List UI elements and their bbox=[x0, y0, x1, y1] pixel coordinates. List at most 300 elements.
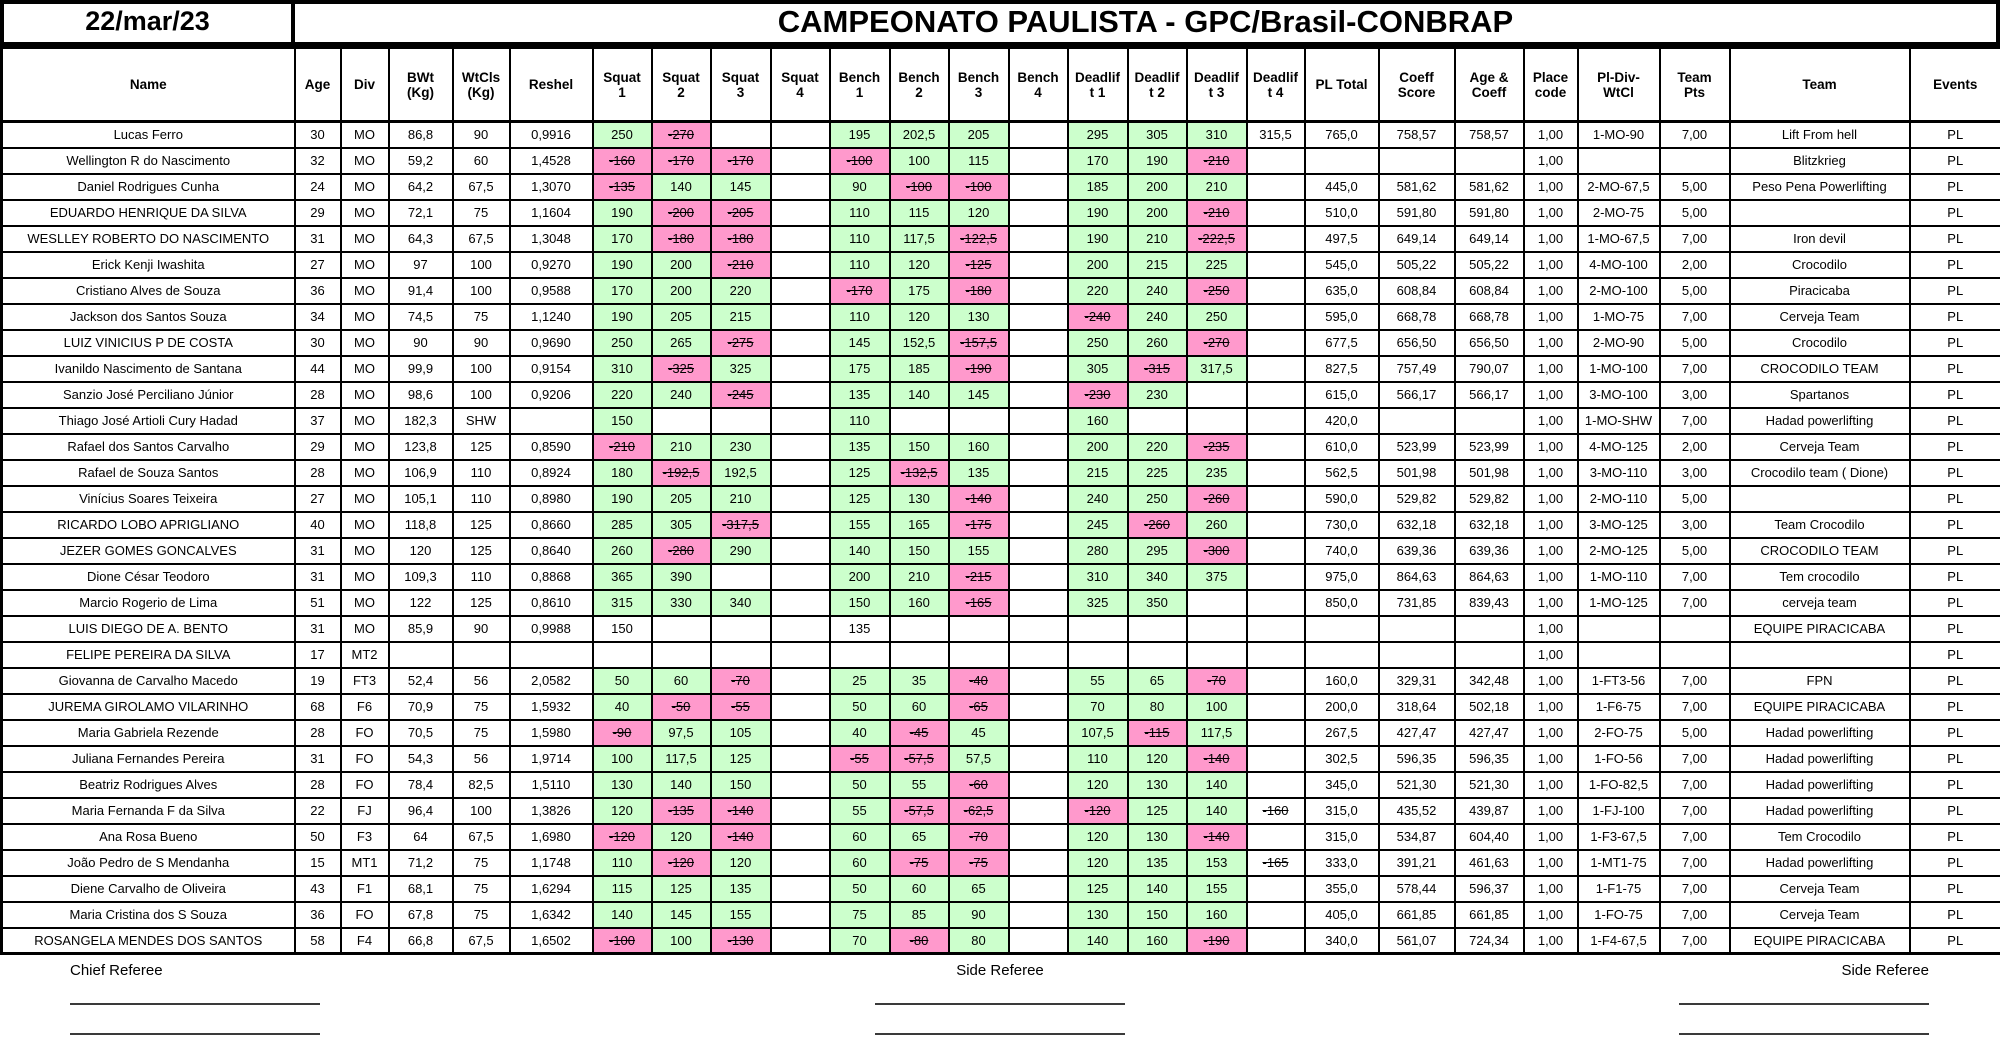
cell-place_code[interactable]: 1,00 bbox=[1524, 252, 1578, 278]
cell-squat1[interactable]: 150 bbox=[593, 616, 652, 642]
cell-bwt[interactable]: 68,1 bbox=[389, 876, 453, 902]
cell-deadlift2[interactable]: -315 bbox=[1128, 356, 1187, 382]
cell-bench1[interactable]: 90 bbox=[830, 174, 890, 200]
cell-team_pts[interactable] bbox=[1660, 616, 1730, 642]
cell-bench2[interactable]: 185 bbox=[890, 356, 949, 382]
cell-team[interactable]: Hadad powerlifting bbox=[1730, 772, 1910, 798]
cell-squat4[interactable] bbox=[771, 486, 830, 512]
cell-age[interactable]: 24 bbox=[295, 174, 341, 200]
cell-pl_div_wtcl[interactable]: 1-F4-67,5 bbox=[1578, 928, 1660, 954]
cell-deadlift2[interactable]: 130 bbox=[1128, 824, 1187, 850]
cell-bench3[interactable]: -180 bbox=[949, 278, 1009, 304]
cell-events[interactable]: PL bbox=[1910, 200, 2000, 226]
cell-bench4[interactable] bbox=[1009, 824, 1068, 850]
cell-age_coeff[interactable]: 581,62 bbox=[1455, 174, 1524, 200]
cell-div[interactable]: MO bbox=[341, 486, 389, 512]
cell-bench4[interactable] bbox=[1009, 772, 1068, 798]
cell-reshel[interactable]: 1,1240 bbox=[510, 304, 593, 330]
cell-deadlift4[interactable] bbox=[1247, 278, 1305, 304]
cell-name[interactable]: Sanzio José Perciliano Júnior bbox=[2, 382, 295, 408]
cell-pl_div_wtcl[interactable]: 2-MO-125 bbox=[1578, 538, 1660, 564]
cell-bench3[interactable]: -40 bbox=[949, 668, 1009, 694]
cell-squat3[interactable]: 210 bbox=[711, 486, 771, 512]
cell-squat4[interactable] bbox=[771, 200, 830, 226]
cell-bench4[interactable] bbox=[1009, 512, 1068, 538]
cell-age[interactable]: 31 bbox=[295, 564, 341, 590]
cell-events[interactable]: PL bbox=[1910, 902, 2000, 928]
cell-bench4[interactable] bbox=[1009, 382, 1068, 408]
cell-div[interactable]: MO bbox=[341, 174, 389, 200]
cell-bench4[interactable] bbox=[1009, 434, 1068, 460]
cell-bench2[interactable]: -57,5 bbox=[890, 798, 949, 824]
cell-age[interactable]: 34 bbox=[295, 304, 341, 330]
cell-bench2[interactable]: 165 bbox=[890, 512, 949, 538]
cell-div[interactable]: MO bbox=[341, 616, 389, 642]
cell-team[interactable]: Hadad powerlifting bbox=[1730, 720, 1910, 746]
cell-squat2[interactable]: 200 bbox=[652, 252, 711, 278]
cell-squat2[interactable]: -135 bbox=[652, 798, 711, 824]
cell-bwt[interactable]: 123,8 bbox=[389, 434, 453, 460]
cell-div[interactable]: MO bbox=[341, 408, 389, 434]
cell-coeff_score[interactable]: 581,62 bbox=[1379, 174, 1455, 200]
cell-bench3[interactable]: -75 bbox=[949, 850, 1009, 876]
cell-pl_total[interactable]: 355,0 bbox=[1305, 876, 1379, 902]
cell-deadlift4[interactable]: 315,5 bbox=[1247, 122, 1305, 148]
cell-deadlift3[interactable]: -260 bbox=[1187, 486, 1247, 512]
cell-div[interactable]: FO bbox=[341, 772, 389, 798]
cell-deadlift1[interactable]: 170 bbox=[1068, 148, 1128, 174]
cell-deadlift3[interactable]: -140 bbox=[1187, 824, 1247, 850]
cell-bench1[interactable]: 145 bbox=[830, 330, 890, 356]
cell-div[interactable]: MO bbox=[341, 200, 389, 226]
cell-bench4[interactable] bbox=[1009, 668, 1068, 694]
cell-reshel[interactable]: 1,3826 bbox=[510, 798, 593, 824]
cell-bwt[interactable]: 70,5 bbox=[389, 720, 453, 746]
cell-age_coeff[interactable]: 668,78 bbox=[1455, 304, 1524, 330]
cell-team_pts[interactable]: 3,00 bbox=[1660, 460, 1730, 486]
cell-squat2[interactable]: 100 bbox=[652, 928, 711, 954]
cell-deadlift4[interactable] bbox=[1247, 252, 1305, 278]
cell-bench4[interactable] bbox=[1009, 616, 1068, 642]
cell-pl_total[interactable] bbox=[1305, 642, 1379, 668]
cell-coeff_score[interactable]: 758,57 bbox=[1379, 122, 1455, 148]
cell-age[interactable]: 31 bbox=[295, 538, 341, 564]
cell-team_pts[interactable] bbox=[1660, 148, 1730, 174]
cell-age_coeff[interactable]: 427,47 bbox=[1455, 720, 1524, 746]
cell-age_coeff[interactable]: 661,85 bbox=[1455, 902, 1524, 928]
cell-bench4[interactable] bbox=[1009, 928, 1068, 954]
cell-deadlift4[interactable] bbox=[1247, 460, 1305, 486]
cell-squat1[interactable]: 310 bbox=[593, 356, 652, 382]
cell-team[interactable]: Crocodilo bbox=[1730, 330, 1910, 356]
cell-wtcls[interactable]: 90 bbox=[453, 122, 510, 148]
cell-team[interactable]: EQUIPE PIRACICABA bbox=[1730, 616, 1910, 642]
cell-div[interactable]: FO bbox=[341, 902, 389, 928]
cell-name[interactable]: Maria Fernanda F da Silva bbox=[2, 798, 295, 824]
cell-deadlift1[interactable]: 200 bbox=[1068, 434, 1128, 460]
cell-squat1[interactable]: 110 bbox=[593, 850, 652, 876]
cell-coeff_score[interactable]: 566,17 bbox=[1379, 382, 1455, 408]
cell-age_coeff[interactable]: 790,07 bbox=[1455, 356, 1524, 382]
cell-deadlift2[interactable]: 215 bbox=[1128, 252, 1187, 278]
cell-div[interactable]: MO bbox=[341, 382, 389, 408]
cell-team[interactable]: Peso Pena Powerlifting bbox=[1730, 174, 1910, 200]
cell-deadlift2[interactable]: 190 bbox=[1128, 148, 1187, 174]
cell-squat1[interactable]: 170 bbox=[593, 226, 652, 252]
cell-bwt[interactable]: 109,3 bbox=[389, 564, 453, 590]
cell-bench3[interactable]: 65 bbox=[949, 876, 1009, 902]
cell-events[interactable]: PL bbox=[1910, 668, 2000, 694]
cell-pl_total[interactable]: 340,0 bbox=[1305, 928, 1379, 954]
cell-squat2[interactable]: 117,5 bbox=[652, 746, 711, 772]
cell-pl_total[interactable]: 345,0 bbox=[1305, 772, 1379, 798]
cell-pl_total[interactable]: 160,0 bbox=[1305, 668, 1379, 694]
cell-coeff_score[interactable]: 529,82 bbox=[1379, 486, 1455, 512]
cell-age[interactable]: 29 bbox=[295, 434, 341, 460]
cell-bench1[interactable]: -55 bbox=[830, 746, 890, 772]
cell-squat1[interactable]: 120 bbox=[593, 798, 652, 824]
cell-age[interactable]: 30 bbox=[295, 122, 341, 148]
cell-bench3[interactable]: 155 bbox=[949, 538, 1009, 564]
cell-reshel[interactable]: 0,8868 bbox=[510, 564, 593, 590]
cell-bench2[interactable]: 115 bbox=[890, 200, 949, 226]
cell-bench1[interactable]: 125 bbox=[830, 460, 890, 486]
cell-deadlift4[interactable] bbox=[1247, 746, 1305, 772]
cell-age_coeff[interactable]: 632,18 bbox=[1455, 512, 1524, 538]
cell-bwt[interactable]: 99,9 bbox=[389, 356, 453, 382]
cell-deadlift2[interactable]: 230 bbox=[1128, 382, 1187, 408]
cell-deadlift2[interactable]: 65 bbox=[1128, 668, 1187, 694]
cell-deadlift1[interactable]: 185 bbox=[1068, 174, 1128, 200]
cell-events[interactable]: PL bbox=[1910, 928, 2000, 954]
cell-squat2[interactable]: -180 bbox=[652, 226, 711, 252]
cell-team[interactable]: Cerveja Team bbox=[1730, 304, 1910, 330]
column-header-squat3[interactable]: Squat 3 bbox=[711, 48, 771, 122]
cell-bench2[interactable]: 130 bbox=[890, 486, 949, 512]
cell-deadlift4[interactable] bbox=[1247, 642, 1305, 668]
cell-place_code[interactable]: 1,00 bbox=[1524, 512, 1578, 538]
cell-events[interactable]: PL bbox=[1910, 590, 2000, 616]
cell-bwt[interactable]: 72,1 bbox=[389, 200, 453, 226]
cell-pl_total[interactable]: 420,0 bbox=[1305, 408, 1379, 434]
cell-deadlift1[interactable]: 305 bbox=[1068, 356, 1128, 382]
cell-squat2[interactable]: -170 bbox=[652, 148, 711, 174]
cell-deadlift3[interactable]: 210 bbox=[1187, 174, 1247, 200]
cell-bwt[interactable]: 98,6 bbox=[389, 382, 453, 408]
cell-reshel[interactable]: 0,8980 bbox=[510, 486, 593, 512]
cell-age[interactable]: 43 bbox=[295, 876, 341, 902]
cell-bench4[interactable] bbox=[1009, 278, 1068, 304]
cell-name[interactable]: FELIPE PEREIRA DA SILVA bbox=[2, 642, 295, 668]
cell-name[interactable]: Diene Carvalho de Oliveira bbox=[2, 876, 295, 902]
cell-deadlift2[interactable]: 350 bbox=[1128, 590, 1187, 616]
cell-squat4[interactable] bbox=[771, 824, 830, 850]
cell-events[interactable]: PL bbox=[1910, 356, 2000, 382]
cell-place_code[interactable]: 1,00 bbox=[1524, 694, 1578, 720]
cell-bwt[interactable]: 54,3 bbox=[389, 746, 453, 772]
cell-squat3[interactable]: -275 bbox=[711, 330, 771, 356]
cell-squat3[interactable]: 290 bbox=[711, 538, 771, 564]
cell-deadlift4[interactable] bbox=[1247, 538, 1305, 564]
cell-bench1[interactable]: 195 bbox=[830, 122, 890, 148]
cell-squat3[interactable]: -130 bbox=[711, 928, 771, 954]
cell-bwt[interactable]: 120 bbox=[389, 538, 453, 564]
cell-pl_total[interactable]: 595,0 bbox=[1305, 304, 1379, 330]
cell-reshel[interactable]: 0,9588 bbox=[510, 278, 593, 304]
cell-bench2[interactable] bbox=[890, 642, 949, 668]
cell-deadlift3[interactable]: 250 bbox=[1187, 304, 1247, 330]
cell-squat2[interactable]: -192,5 bbox=[652, 460, 711, 486]
cell-bwt[interactable]: 64,2 bbox=[389, 174, 453, 200]
cell-bwt[interactable]: 96,4 bbox=[389, 798, 453, 824]
cell-pl_total[interactable]: 740,0 bbox=[1305, 538, 1379, 564]
cell-team_pts[interactable]: 3,00 bbox=[1660, 512, 1730, 538]
cell-place_code[interactable]: 1,00 bbox=[1524, 122, 1578, 148]
cell-deadlift3[interactable]: -210 bbox=[1187, 148, 1247, 174]
cell-squat1[interactable]: 50 bbox=[593, 668, 652, 694]
cell-bench2[interactable]: -75 bbox=[890, 850, 949, 876]
cell-squat1[interactable]: 315 bbox=[593, 590, 652, 616]
cell-deadlift4[interactable]: -160 bbox=[1247, 798, 1305, 824]
cell-reshel[interactable]: 0,8610 bbox=[510, 590, 593, 616]
cell-div[interactable]: F4 bbox=[341, 928, 389, 954]
cell-age[interactable]: 44 bbox=[295, 356, 341, 382]
cell-deadlift3[interactable]: -210 bbox=[1187, 200, 1247, 226]
cell-deadlift3[interactable] bbox=[1187, 382, 1247, 408]
column-header-place_code[interactable]: Place code bbox=[1524, 48, 1578, 122]
cell-events[interactable]: PL bbox=[1910, 174, 2000, 200]
cell-bench4[interactable] bbox=[1009, 746, 1068, 772]
cell-bench4[interactable] bbox=[1009, 460, 1068, 486]
cell-place_code[interactable]: 1,00 bbox=[1524, 278, 1578, 304]
cell-place_code[interactable]: 1,00 bbox=[1524, 356, 1578, 382]
cell-team_pts[interactable]: 7,00 bbox=[1660, 304, 1730, 330]
cell-bench3[interactable]: -125 bbox=[949, 252, 1009, 278]
cell-pl_div_wtcl[interactable]: 1-MO-90 bbox=[1578, 122, 1660, 148]
cell-deadlift1[interactable]: 140 bbox=[1068, 928, 1128, 954]
cell-reshel[interactable]: 0,9270 bbox=[510, 252, 593, 278]
cell-bwt[interactable]: 71,2 bbox=[389, 850, 453, 876]
cell-deadlift2[interactable]: -115 bbox=[1128, 720, 1187, 746]
cell-pl_total[interactable]: 827,5 bbox=[1305, 356, 1379, 382]
cell-div[interactable]: FO bbox=[341, 746, 389, 772]
cell-deadlift3[interactable]: 140 bbox=[1187, 798, 1247, 824]
cell-coeff_score[interactable] bbox=[1379, 148, 1455, 174]
cell-pl_total[interactable]: 590,0 bbox=[1305, 486, 1379, 512]
cell-team[interactable]: EQUIPE PIRACICABA bbox=[1730, 928, 1910, 954]
cell-coeff_score[interactable]: 391,21 bbox=[1379, 850, 1455, 876]
cell-age_coeff[interactable]: 505,22 bbox=[1455, 252, 1524, 278]
cell-div[interactable]: F1 bbox=[341, 876, 389, 902]
cell-deadlift3[interactable]: 140 bbox=[1187, 772, 1247, 798]
cell-reshel[interactable]: 1,6980 bbox=[510, 824, 593, 850]
cell-reshel[interactable]: 1,5932 bbox=[510, 694, 593, 720]
cell-squat4[interactable] bbox=[771, 616, 830, 642]
cell-pl_total[interactable]: 850,0 bbox=[1305, 590, 1379, 616]
cell-reshel[interactable]: 1,1748 bbox=[510, 850, 593, 876]
cell-squat1[interactable]: 220 bbox=[593, 382, 652, 408]
cell-bench1[interactable]: 50 bbox=[830, 694, 890, 720]
cell-wtcls[interactable] bbox=[453, 642, 510, 668]
cell-squat4[interactable] bbox=[771, 512, 830, 538]
cell-wtcls[interactable]: 67,5 bbox=[453, 928, 510, 954]
cell-events[interactable]: PL bbox=[1910, 148, 2000, 174]
cell-reshel[interactable]: 0,8590 bbox=[510, 434, 593, 460]
cell-age_coeff[interactable]: 649,14 bbox=[1455, 226, 1524, 252]
cell-wtcls[interactable]: 75 bbox=[453, 876, 510, 902]
cell-events[interactable]: PL bbox=[1910, 564, 2000, 590]
cell-team[interactable]: CROCODILO TEAM bbox=[1730, 538, 1910, 564]
cell-team_pts[interactable]: 7,00 bbox=[1660, 356, 1730, 382]
cell-bwt[interactable]: 106,9 bbox=[389, 460, 453, 486]
cell-div[interactable]: MO bbox=[341, 564, 389, 590]
cell-name[interactable]: JUREMA GIROLAMO VILARINHO bbox=[2, 694, 295, 720]
cell-squat2[interactable]: -325 bbox=[652, 356, 711, 382]
cell-bench3[interactable]: -140 bbox=[949, 486, 1009, 512]
cell-bench2[interactable]: 210 bbox=[890, 564, 949, 590]
cell-bench1[interactable]: 135 bbox=[830, 434, 890, 460]
cell-deadlift4[interactable] bbox=[1247, 902, 1305, 928]
cell-bwt[interactable]: 78,4 bbox=[389, 772, 453, 798]
cell-coeff_score[interactable]: 534,87 bbox=[1379, 824, 1455, 850]
cell-bench4[interactable] bbox=[1009, 122, 1068, 148]
cell-bench2[interactable]: -80 bbox=[890, 928, 949, 954]
cell-bench4[interactable] bbox=[1009, 902, 1068, 928]
cell-age[interactable]: 15 bbox=[295, 850, 341, 876]
cell-name[interactable]: João Pedro de S Mendanha bbox=[2, 850, 295, 876]
cell-age_coeff[interactable]: 724,34 bbox=[1455, 928, 1524, 954]
cell-deadlift2[interactable]: 250 bbox=[1128, 486, 1187, 512]
cell-squat3[interactable]: -205 bbox=[711, 200, 771, 226]
cell-events[interactable]: PL bbox=[1910, 434, 2000, 460]
cell-squat2[interactable]: 200 bbox=[652, 278, 711, 304]
cell-squat4[interactable] bbox=[771, 226, 830, 252]
cell-deadlift4[interactable] bbox=[1247, 408, 1305, 434]
cell-deadlift3[interactable]: -140 bbox=[1187, 746, 1247, 772]
cell-team[interactable]: Tem Crocodilo bbox=[1730, 824, 1910, 850]
cell-deadlift3[interactable]: 235 bbox=[1187, 460, 1247, 486]
cell-coeff_score[interactable]: 521,30 bbox=[1379, 772, 1455, 798]
cell-squat4[interactable] bbox=[771, 304, 830, 330]
cell-squat4[interactable] bbox=[771, 408, 830, 434]
cell-team[interactable]: Spartanos bbox=[1730, 382, 1910, 408]
cell-age_coeff[interactable]: 501,98 bbox=[1455, 460, 1524, 486]
cell-squat1[interactable]: 250 bbox=[593, 330, 652, 356]
cell-team_pts[interactable]: 2,00 bbox=[1660, 252, 1730, 278]
cell-squat2[interactable] bbox=[652, 616, 711, 642]
cell-age[interactable]: 28 bbox=[295, 720, 341, 746]
cell-deadlift1[interactable]: -120 bbox=[1068, 798, 1128, 824]
cell-reshel[interactable]: 1,3070 bbox=[510, 174, 593, 200]
cell-coeff_score[interactable]: 501,98 bbox=[1379, 460, 1455, 486]
cell-squat1[interactable]: 115 bbox=[593, 876, 652, 902]
column-header-wtcls[interactable]: WtCls (Kg) bbox=[453, 48, 510, 122]
cell-div[interactable]: MO bbox=[341, 356, 389, 382]
cell-squat4[interactable] bbox=[771, 148, 830, 174]
cell-bench3[interactable] bbox=[949, 642, 1009, 668]
cell-reshel[interactable]: 1,6502 bbox=[510, 928, 593, 954]
cell-place_code[interactable]: 1,00 bbox=[1524, 408, 1578, 434]
cell-bench1[interactable]: 50 bbox=[830, 772, 890, 798]
cell-bwt[interactable]: 74,5 bbox=[389, 304, 453, 330]
cell-wtcls[interactable]: 75 bbox=[453, 200, 510, 226]
cell-deadlift1[interactable]: 160 bbox=[1068, 408, 1128, 434]
cell-pl_div_wtcl[interactable] bbox=[1578, 616, 1660, 642]
cell-deadlift4[interactable] bbox=[1247, 564, 1305, 590]
cell-squat4[interactable] bbox=[771, 772, 830, 798]
cell-bench4[interactable] bbox=[1009, 694, 1068, 720]
cell-age[interactable]: 36 bbox=[295, 278, 341, 304]
cell-team[interactable]: Crocodilo team ( Dione) bbox=[1730, 460, 1910, 486]
cell-div[interactable]: FO bbox=[341, 720, 389, 746]
column-header-bwt[interactable]: BWt (Kg) bbox=[389, 48, 453, 122]
cell-coeff_score[interactable]: 656,50 bbox=[1379, 330, 1455, 356]
cell-coeff_score[interactable]: 591,80 bbox=[1379, 200, 1455, 226]
cell-squat4[interactable] bbox=[771, 876, 830, 902]
cell-bench4[interactable] bbox=[1009, 798, 1068, 824]
cell-squat2[interactable]: -200 bbox=[652, 200, 711, 226]
cell-wtcls[interactable]: 100 bbox=[453, 356, 510, 382]
cell-pl_div_wtcl[interactable]: 1-MO-110 bbox=[1578, 564, 1660, 590]
cell-age_coeff[interactable]: 596,37 bbox=[1455, 876, 1524, 902]
cell-squat1[interactable]: 190 bbox=[593, 304, 652, 330]
cell-age_coeff[interactable] bbox=[1455, 616, 1524, 642]
cell-pl_div_wtcl[interactable]: 1-F6-75 bbox=[1578, 694, 1660, 720]
cell-squat1[interactable]: 150 bbox=[593, 408, 652, 434]
cell-deadlift3[interactable]: -70 bbox=[1187, 668, 1247, 694]
cell-wtcls[interactable]: 75 bbox=[453, 694, 510, 720]
column-header-bench1[interactable]: Bench 1 bbox=[830, 48, 890, 122]
cell-deadlift4[interactable] bbox=[1247, 590, 1305, 616]
cell-bench1[interactable]: -170 bbox=[830, 278, 890, 304]
cell-wtcls[interactable]: 75 bbox=[453, 720, 510, 746]
cell-events[interactable]: PL bbox=[1910, 408, 2000, 434]
cell-bench4[interactable] bbox=[1009, 486, 1068, 512]
cell-events[interactable]: PL bbox=[1910, 772, 2000, 798]
cell-bwt[interactable]: 118,8 bbox=[389, 512, 453, 538]
cell-squat4[interactable] bbox=[771, 642, 830, 668]
cell-place_code[interactable]: 1,00 bbox=[1524, 226, 1578, 252]
cell-bench3[interactable]: 160 bbox=[949, 434, 1009, 460]
cell-bench4[interactable] bbox=[1009, 564, 1068, 590]
cell-events[interactable]: PL bbox=[1910, 642, 2000, 668]
cell-bwt[interactable]: 66,8 bbox=[389, 928, 453, 954]
cell-squat4[interactable] bbox=[771, 720, 830, 746]
cell-reshel[interactable]: 0,9916 bbox=[510, 122, 593, 148]
cell-deadlift1[interactable]: 120 bbox=[1068, 824, 1128, 850]
cell-team[interactable]: Iron devil bbox=[1730, 226, 1910, 252]
cell-squat3[interactable]: -170 bbox=[711, 148, 771, 174]
cell-squat4[interactable] bbox=[771, 694, 830, 720]
cell-age[interactable]: 27 bbox=[295, 486, 341, 512]
cell-squat2[interactable]: 145 bbox=[652, 902, 711, 928]
cell-bench1[interactable]: 70 bbox=[830, 928, 890, 954]
column-header-pl_div_wtcl[interactable]: Pl-Div- WtCl bbox=[1578, 48, 1660, 122]
cell-age_coeff[interactable]: 864,63 bbox=[1455, 564, 1524, 590]
cell-team[interactable]: cerveja team bbox=[1730, 590, 1910, 616]
cell-bench1[interactable]: 150 bbox=[830, 590, 890, 616]
cell-name[interactable]: Giovanna de Carvalho Macedo bbox=[2, 668, 295, 694]
column-header-deadlift3[interactable]: Deadlif t 3 bbox=[1187, 48, 1247, 122]
cell-deadlift2[interactable]: 200 bbox=[1128, 200, 1187, 226]
cell-age[interactable]: 58 bbox=[295, 928, 341, 954]
cell-bench4[interactable] bbox=[1009, 850, 1068, 876]
cell-name[interactable]: EDUARDO HENRIQUE DA SILVA bbox=[2, 200, 295, 226]
cell-squat3[interactable]: 340 bbox=[711, 590, 771, 616]
cell-place_code[interactable]: 1,00 bbox=[1524, 564, 1578, 590]
cell-squat3[interactable]: 220 bbox=[711, 278, 771, 304]
cell-pl_div_wtcl[interactable]: 1-FO-56 bbox=[1578, 746, 1660, 772]
